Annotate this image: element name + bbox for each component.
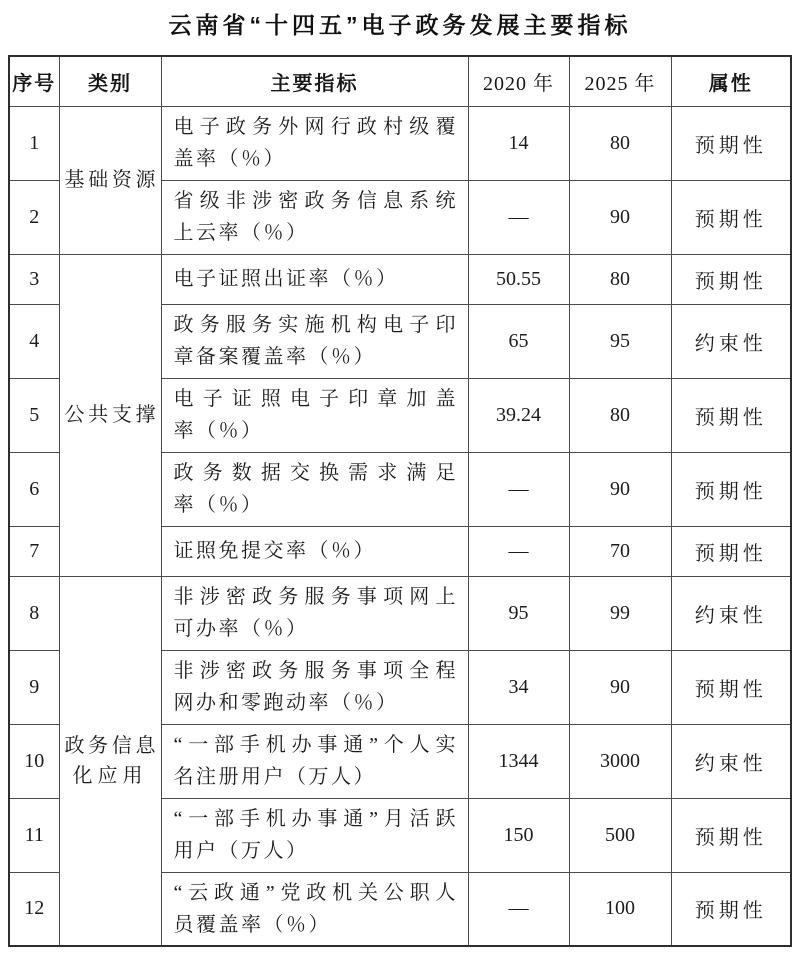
page-title: 云南省“十四五”电子政务发展主要指标	[168, 12, 632, 38]
value-2025-cell: 80	[569, 378, 671, 452]
attribute-cell: 预期性	[671, 872, 791, 946]
value-2025-cell: 3000	[569, 724, 671, 798]
attribute-cell: 预期性	[671, 106, 791, 180]
row-number-cell: 12	[9, 872, 59, 946]
indicator-cell	[161, 304, 468, 378]
indicator-text-line: 政务数据交换需求满足	[173, 462, 456, 484]
table-body	[9, 106, 791, 946]
row-number-cell: 1	[9, 106, 59, 180]
value-2020-cell: —	[468, 452, 569, 526]
indicator-text-line: 用户（万人）	[173, 840, 309, 862]
row-number-cell: 9	[9, 650, 59, 724]
value-2020-cell: 50.55	[468, 254, 569, 304]
indicator-text-line: 电子证照电子印章加盖	[173, 388, 456, 410]
table-row	[9, 254, 791, 304]
indicators-table	[8, 55, 792, 947]
category-label-line: 化应用	[72, 764, 148, 787]
attribute-cell: 约束性	[671, 304, 791, 378]
attribute-cell: 预期性	[671, 180, 791, 254]
indicator-text-line: 网办和零跑动率（％）	[173, 692, 399, 714]
indicator-text-line: 上云率（％）	[173, 222, 309, 244]
value-2020-cell: —	[468, 872, 569, 946]
row-number-cell: 5	[9, 378, 59, 452]
attribute-cell: 预期性	[671, 254, 791, 304]
category-label-line: 基础资源	[64, 169, 156, 191]
row-number-cell: 8	[9, 576, 59, 650]
indicator-text-line: 盖率（％）	[173, 148, 286, 170]
value-2020-cell: —	[468, 526, 569, 576]
indicator-text-line: 证照免提交率（％）	[173, 540, 376, 562]
attribute-cell: 约束性	[671, 576, 791, 650]
table-row	[9, 576, 791, 650]
indicator-text-line: 率（％）	[173, 494, 264, 516]
value-2025-cell: 90	[569, 650, 671, 724]
row-number-cell: 10	[9, 724, 59, 798]
indicator-cell	[161, 254, 468, 304]
indicator-text-line: 政务服务实施机构电子印	[173, 314, 456, 336]
value-2025-cell: 500	[569, 798, 671, 872]
attribute-cell: 预期性	[671, 650, 791, 724]
attribute-cell: 预期性	[671, 378, 791, 452]
attribute-cell: 约束性	[671, 724, 791, 798]
indicator-text-line: “一部手机办事通”个人实	[173, 734, 456, 756]
value-2025-cell: 70	[569, 526, 671, 576]
indicator-cell	[161, 106, 468, 180]
value-2020-cell: 39.24	[468, 378, 569, 452]
indicator-cell	[161, 576, 468, 650]
value-2020-cell: —	[468, 180, 569, 254]
indicator-text-line: 非涉密政务服务事项网上	[173, 586, 456, 608]
row-number-cell: 11	[9, 798, 59, 872]
column-header: 序号	[9, 56, 59, 106]
value-2020-cell: 14	[468, 106, 569, 180]
indicator-text-line: 电子证照出证率（％）	[173, 268, 399, 290]
indicator-text-line: 率（％）	[173, 420, 264, 442]
indicator-cell	[161, 180, 468, 254]
document-page	[0, 7, 800, 974]
value-2025-cell: 95	[569, 304, 671, 378]
value-2020-cell: 150	[468, 798, 569, 872]
indicator-text-line: “云政通”党政机关公职人	[173, 881, 456, 904]
value-2025-cell: 90	[569, 452, 671, 526]
category-label-line: 公共支撑	[64, 404, 156, 426]
row-number-cell: 4	[9, 304, 59, 378]
indicator-cell	[161, 526, 468, 576]
value-2025-cell: 90	[569, 180, 671, 254]
indicator-cell	[161, 378, 468, 452]
indicator-text-line: 章备案覆盖率（％）	[173, 346, 376, 368]
indicator-text-line: 电子政务外网行政村级覆	[173, 116, 456, 138]
attribute-cell: 预期性	[671, 526, 791, 576]
column-header: 类别	[59, 56, 161, 106]
indicator-text-line: 可办率（％）	[173, 618, 309, 640]
indicator-cell	[161, 724, 468, 798]
category-cell	[59, 254, 161, 576]
row-number-cell: 6	[9, 452, 59, 526]
column-header: 2025 年	[569, 56, 671, 106]
header-row	[9, 56, 791, 106]
indicator-text-line: “一部手机办事通”月活跃	[173, 808, 456, 830]
indicator-text-line: 省级非涉密政务信息系统	[173, 190, 456, 212]
value-2020-cell: 34	[468, 650, 569, 724]
value-2025-cell: 100	[569, 872, 671, 946]
indicator-cell	[161, 872, 468, 946]
row-number-cell: 3	[9, 254, 59, 304]
table-header	[9, 56, 791, 106]
indicator-text-line: 非涉密政务服务事项全程	[173, 660, 456, 682]
indicator-text-line: 名注册用户（万人）	[173, 766, 376, 788]
category-cell	[59, 576, 161, 946]
column-header: 2020 年	[468, 56, 569, 106]
category-label-line: 政务信息	[64, 734, 156, 757]
indicator-cell	[161, 798, 468, 872]
value-2020-cell: 95	[468, 576, 569, 650]
indicator-text-line: 员覆盖率（％）	[173, 913, 331, 936]
indicator-cell	[161, 650, 468, 724]
attribute-cell: 预期性	[671, 798, 791, 872]
attribute-cell: 预期性	[671, 452, 791, 526]
row-number-cell: 2	[9, 180, 59, 254]
value-2020-cell: 65	[468, 304, 569, 378]
column-header: 属性	[671, 56, 791, 106]
table-row	[9, 106, 791, 180]
column-header: 主要指标	[161, 56, 468, 106]
row-number-cell: 7	[9, 526, 59, 576]
category-cell	[59, 106, 161, 254]
value-2020-cell: 1344	[468, 724, 569, 798]
value-2025-cell: 99	[569, 576, 671, 650]
indicator-cell	[161, 452, 468, 526]
value-2025-cell: 80	[569, 106, 671, 180]
value-2025-cell: 80	[569, 254, 671, 304]
